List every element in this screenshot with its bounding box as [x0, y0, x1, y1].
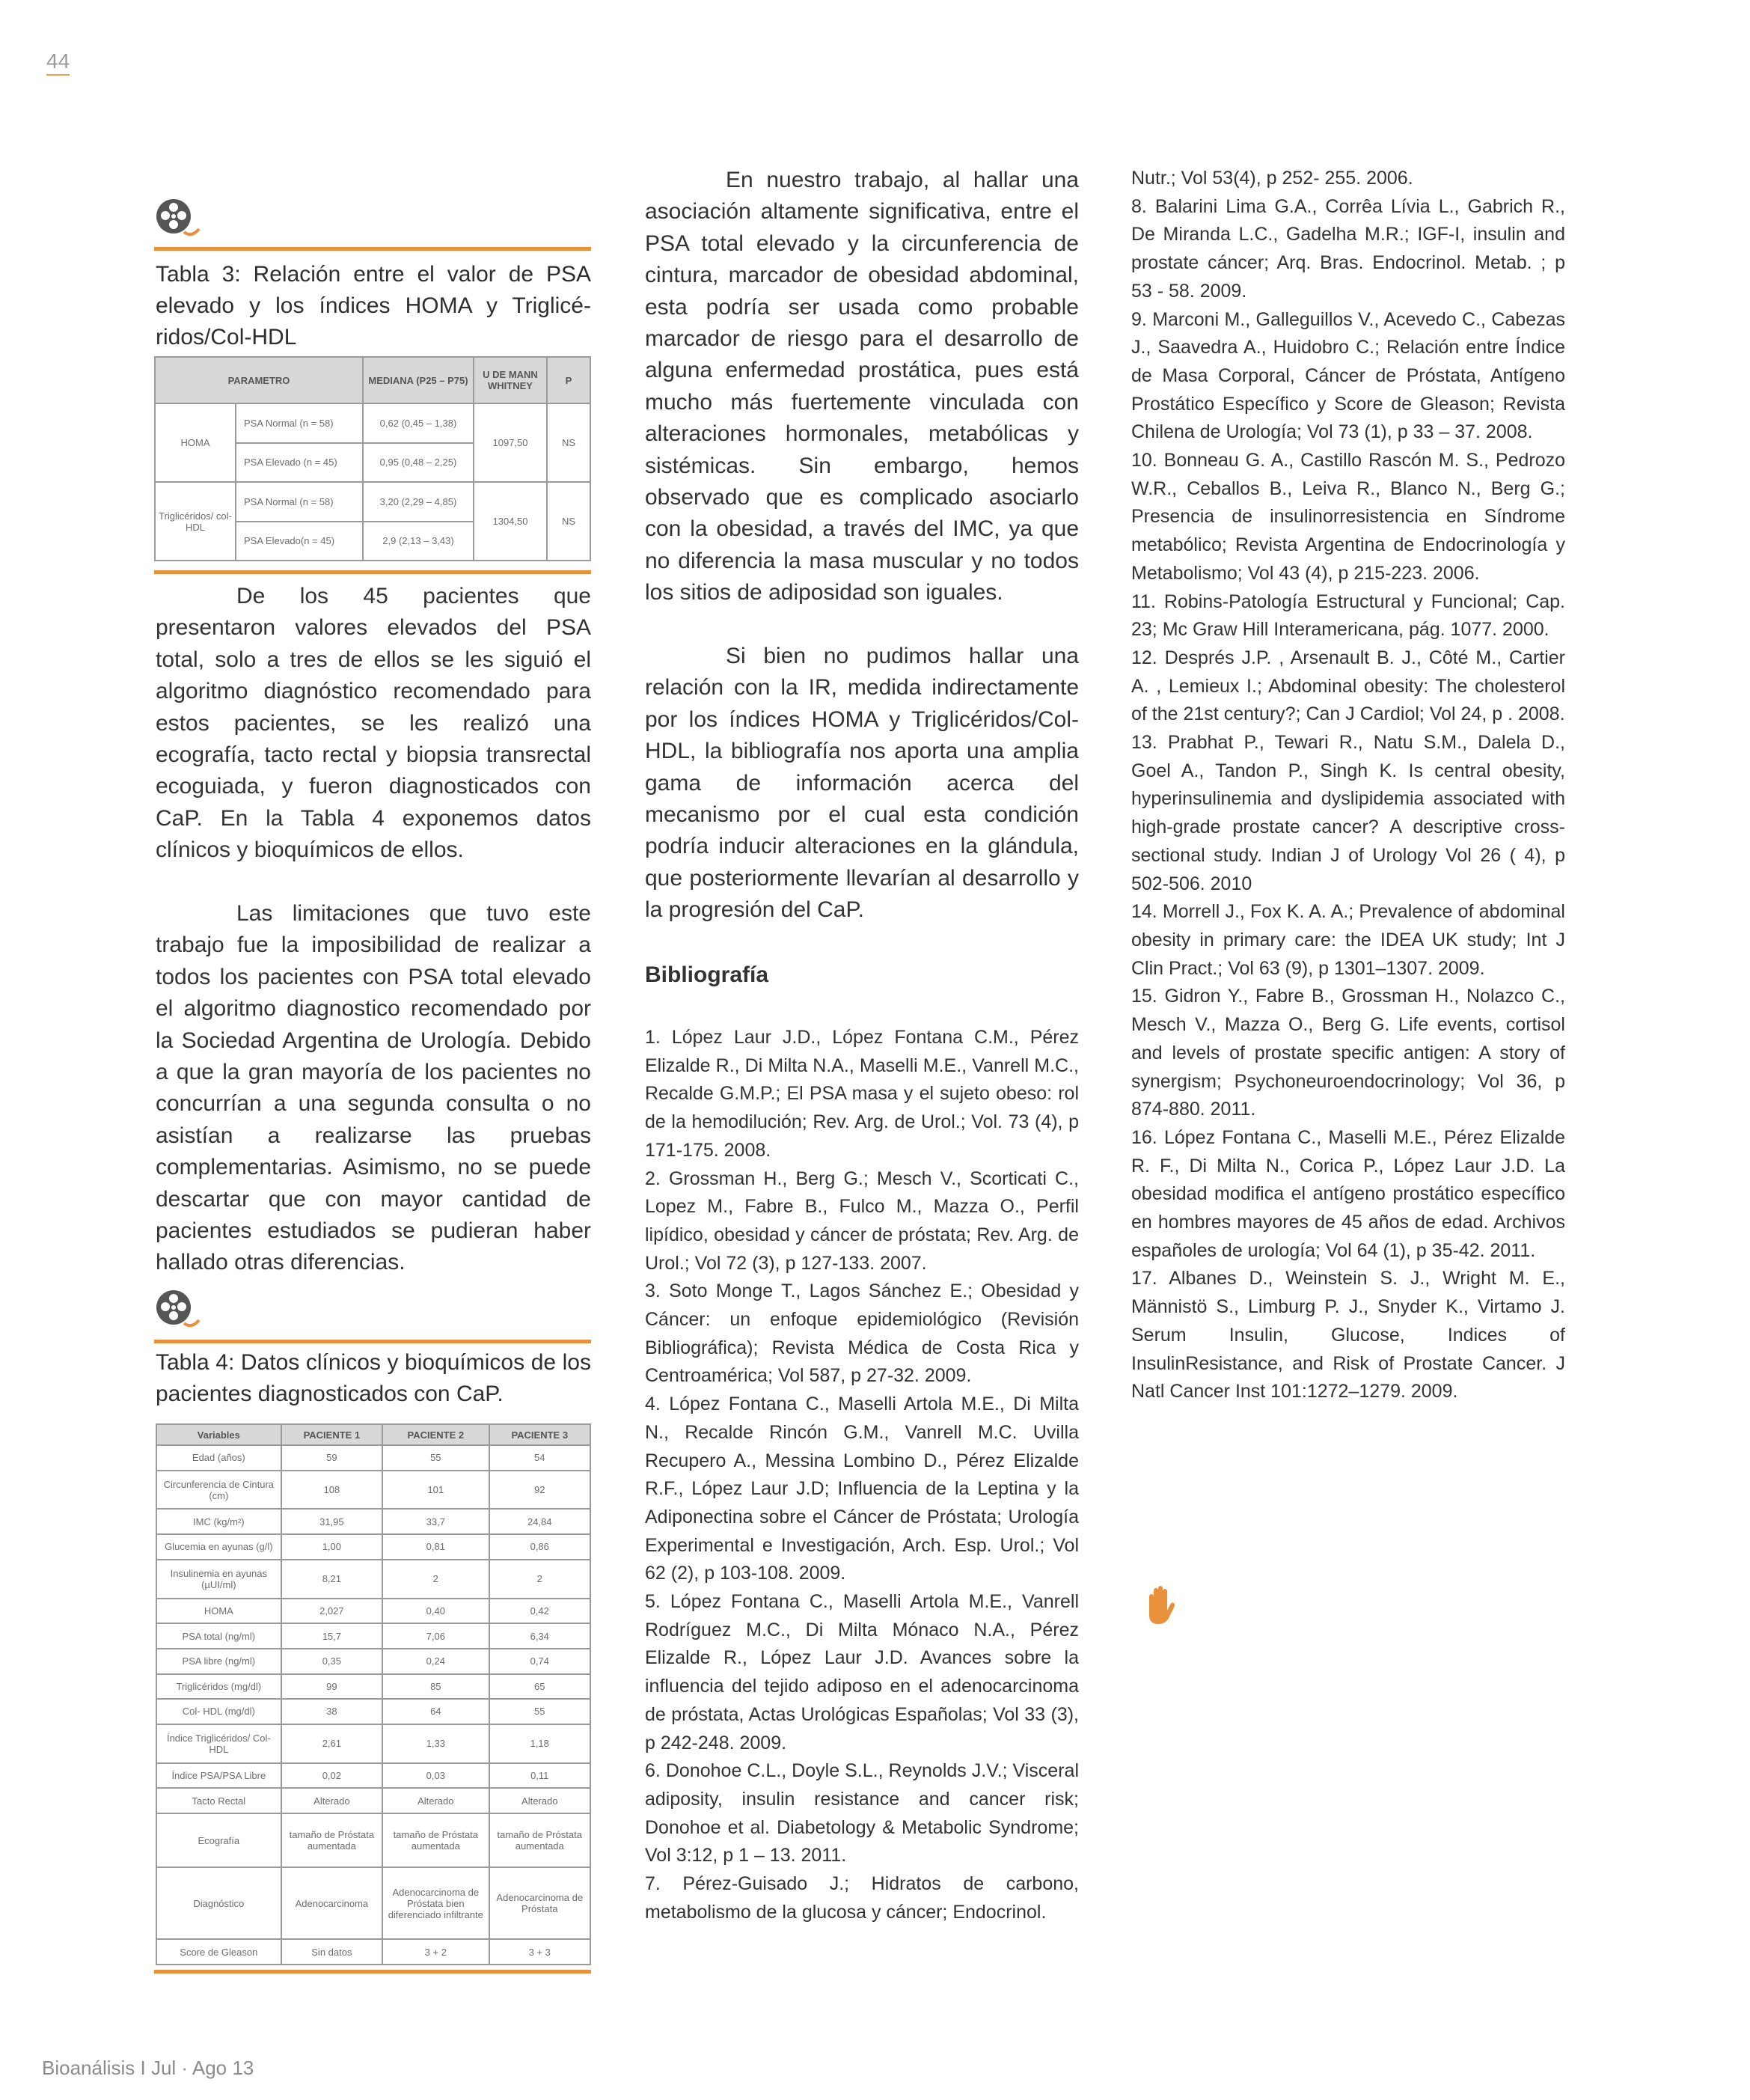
table4-cell: tamaño de Próstata aumentada [281, 1813, 382, 1868]
table4-variable: Score de Gleason [156, 1939, 281, 1965]
table4-cell: Alterado [281, 1788, 382, 1813]
table4-row [156, 1699, 590, 1724]
table4-variable: Ecografía [156, 1813, 281, 1868]
table4-variable: PSA libre (ng/ml) [156, 1649, 281, 1674]
table4-cell: 108 [281, 1471, 382, 1510]
table4-cell: Alterado [489, 1788, 591, 1813]
table4-header: PACIENTE 2 [382, 1424, 489, 1445]
table4-row [156, 1813, 590, 1868]
table4-cell: 38 [281, 1699, 382, 1724]
table4-cell: 64 [382, 1699, 489, 1724]
table4-cell: 65 [489, 1674, 591, 1700]
table4-cell: 59 [281, 1445, 382, 1471]
film-reel-icon [154, 196, 201, 239]
reference-item: 10. Bonneau G. A., Castillo Rascón M. S., Pedrozo W.R., Ceballos B., Leiva R., Blanco N., Berg G.; Presencia de insulinorresistencia en Síndrome metabólico; Revista Argentina de Endocrinología y Metabolismo; Vol 43 (4), p 215-223. 2006. [1131, 450, 1565, 584]
table4-row [156, 1560, 590, 1599]
table3-cell: PSA Normal (n = 58) [236, 403, 363, 443]
table4-header: PACIENTE 3 [489, 1424, 591, 1445]
table4-variable: Índice PSA/PSA Libre [156, 1763, 281, 1789]
table4-cell: 85 [382, 1674, 489, 1700]
table3-header: P [547, 357, 590, 403]
table4-row [156, 1867, 590, 1939]
table4-cell: 55 [382, 1445, 489, 1471]
reference-item: 13. Prabhat P., Tewari R., Natu S.M., Dalela D., Goel A., Tandon P., Singh K. Is central obesity, hyperinsulinemia and dyslipidemia associated with high-grade prostate cancer? A descriptive cross-sectional study. Indian J of Urology Vol 26 ( 4), p 502-506. 2010 [1131, 732, 1565, 894]
table4-caption: Tabla 4: Datos clínicos y bioquímicos de los pacientes diagnosticados con CaP. [156, 1350, 591, 1406]
reference-item: 3. Soto Monge T., Lagos Sánchez E.; Obesidad y Cáncer: un enfoque epidemiológico (Revisión Bibliográfica); Revista Médica de Costa Rica y Centroamérica; Vol 587, p 27-32. 2009. [645, 1281, 1079, 1387]
table3-cell: 1097,50 [474, 403, 547, 482]
reference-item: 15. Gidron Y., Fabre B., Grossman H., Nolazco C., Mesch V., Mazza O., Berg G. Life events, cortisol and levels of prostate specific antigen: A story of synergism; Psychoneuroendocrinology; Vol 36, p 874-880. 2011. [1131, 986, 1565, 1120]
table4-cell: 55 [489, 1699, 591, 1724]
table3-cell: NS [547, 482, 590, 561]
reference-item: 12. Després J.P. , Arsenault B. J., Côté M., Cartier A. , Lemieux I.; Abdominal obesity: The cholesterol of the 21st century?; Can J Cardiol; Vol 24, p . 2008. [1131, 647, 1565, 725]
body-paragraph [156, 581, 591, 867]
table4-variable: Insulinemia en ayunas (µUI/ml) [156, 1560, 281, 1599]
table3-header: U DE MANN WHITNEY [474, 357, 547, 403]
reference-list [645, 1024, 1079, 1927]
table4-row [156, 1509, 590, 1534]
table4-variable: Glucemia en ayunas (g/l) [156, 1534, 281, 1560]
table4-variable: Diagnóstico [156, 1867, 281, 1939]
table3-group: HOMA [155, 403, 236, 482]
table4-variable: Circunferencia de Cintura (cm) [156, 1471, 281, 1510]
table4-variable: Tacto Rectal [156, 1788, 281, 1813]
reference-item: 9. Marconi M., Galleguillos V., Acevedo C., Cabezas J., Saavedra A., Huidobro C.; Relación entre Índice de Masa Corporal, Cáncer de Próstata, Antígeno Prostático Específico y Score de Gleason; Revista Chilena de Urología; Vol 73 (1), p 33 – 37. 2008. [1131, 308, 1565, 443]
table3-header: PARAMETRO [155, 357, 363, 403]
table4-row [156, 1599, 590, 1624]
body-paragraph [156, 898, 591, 1279]
table4-cell: tamaño de Próstata aumentada [382, 1813, 489, 1868]
table4-cell: 0,24 [382, 1649, 489, 1674]
table4-cell: 0,35 [281, 1649, 382, 1674]
table4-variable: Triglicéridos (mg/dl) [156, 1674, 281, 1700]
table3-cell: PSA Normal (n = 58) [236, 482, 363, 522]
table4-cell: Adenocarcinoma de Próstata bien diferenciado infiltrante [382, 1867, 489, 1939]
table4-cell: 2,027 [281, 1599, 382, 1624]
table3-cell: PSA Elevado(n = 45) [236, 522, 363, 561]
bibliography-heading: Bibliografía [645, 962, 769, 987]
table3-group: Triglicéridos/ col-HDL [155, 482, 236, 561]
table4-cell: 31,95 [281, 1509, 382, 1534]
table4-row [156, 1939, 590, 1965]
paragraph-text: Las limitaciones que tuvo este trabajo fue la imposibilidad de realizar a todos los pacientes con PSA total elevado el algoritmo diagnostico recomendado por la Sociedad Argentina de Urología. Debido a que la gran mayoría de los pacientes no concurrían a una segunda consulta o no asistían a realizarse las pruebas complementarias. Asimismo, no se puede descartar que con mayor cantidad de pacientes estudiados se pudieran haber hallado otras diferencias. [156, 901, 591, 1275]
table4-cell: 0,03 [382, 1763, 489, 1789]
table3-cell: 1304,50 [474, 482, 547, 561]
section-rule [154, 247, 591, 251]
reference-list [1131, 165, 1565, 1406]
reference-item: 2. Grossman H., Berg G.; Mesch V., Scorticati C., Lopez M., Fabre B., Fulco M., Mazza O., Perfil lipídico, obesidad y cáncer de próstata; Rev. Arg. de Urol.; Vol 72 (3), p 127-133. 2007. [645, 1167, 1079, 1274]
reference-item: 7. Pérez-Guisado J.; Hidratos de carbono, metabolismo de la glucosa y cáncer; Endocrinol. [645, 1873, 1079, 1923]
table4-cell: 3 + 3 [489, 1939, 591, 1965]
table4-variable: Col- HDL (mg/dl) [156, 1699, 281, 1724]
reference-item: 16. López Fontana C., Maselli M.E., Pérez Elizalde R. F., Di Milta N., Corica P., López Laur J.D. La obesidad modifica el antígeno prostático específico en hombres mayores de 45 años de edad. Archivos españoles de urología; Vol 64 (1), p 35-42. 2011. [1131, 1126, 1565, 1261]
table3 [154, 356, 591, 561]
body-paragraph [645, 165, 1079, 609]
reference-item: 14. Morrell J., Fox K. A. A.; Prevalence of abdominal obesity in primary care: the IDEA UK study; Int J Clin Pract.; Vol 63 (9), p 1301–1307. 2009. [1131, 901, 1565, 979]
hand-icon [1143, 1585, 1176, 1626]
table4-cell: 1,18 [489, 1724, 591, 1763]
table4-cell: 1,33 [382, 1724, 489, 1763]
reference-item: 6. Donohoe C.L., Doyle S.L., Reynolds J.V.; Visceral adiposity, insulin resistance and cancer risk; Donohoe et al. Diabetology & Metabolic Syndrome; Vol 3:12, p 1 – 13. 2011. [645, 1760, 1079, 1867]
table4-variable: HOMA [156, 1599, 281, 1624]
table4-cell: Sin datos [281, 1939, 382, 1965]
paragraph-text: De los 45 pacientes que presentaron valores elevados del PSA total, solo a tres de ellos se les siguió el algoritmo diagnóstico recomendado para estos pacientes, se les realizó una ecografía, tacto rectal y biopsia transrectal ecoguiada, y fueron diagnosticados con CaP. En la Tabla 4 exponemos datos clínicos y bioquímicos de ellos. [156, 584, 591, 863]
table3-cell: 0,95 (0,48 – 2,25) [363, 443, 474, 483]
table4-cell: Adenocarcinoma de Próstata [489, 1867, 591, 1939]
section-rule [154, 1970, 591, 1974]
table4-variable: PSA total (ng/ml) [156, 1623, 281, 1649]
reference-item: 8. Balarini Lima G.A., Corrêa Lívia L., Gabrich R., De Miranda L.C., Gadelha M.R.; IGF-I, insulin and prostate cáncer; Arq. Bras. Endocrinol. Metab. ; p 53 - 58. 2009. [1131, 195, 1565, 302]
table4-cell: 92 [489, 1471, 591, 1510]
table4-cell: 0,86 [489, 1534, 591, 1560]
table4-cell: 6,34 [489, 1623, 591, 1649]
table3-caption: Tabla 3: Relación entre el valor de PSA elevado y los índices HOMA y Triglicé-ridos/Col-HDL [156, 262, 591, 350]
table4-cell: 15,7 [281, 1623, 382, 1649]
table3-cell: 2,9 (2,13 – 3,43) [363, 522, 474, 561]
table4-row [156, 1445, 590, 1471]
table4-cell: 0,11 [489, 1763, 591, 1789]
table4-row [156, 1724, 590, 1763]
table4-cell: 0,81 [382, 1534, 489, 1560]
table4-header: PACIENTE 1 [281, 1424, 382, 1445]
table4-cell: 24,84 [489, 1509, 591, 1534]
reference-item: 17. Albanes D., Weinstein S. J., Wright M. E., Männistö S., Limburg P. J., Snyder K., Virtamo J. Serum Insulin, Glucose, Indices of InsulinResistance, and Risk of Prostate Cancer. J Natl Cancer Inst 101:1272–1279. 2009. [1131, 1268, 1565, 1402]
table4-cell: 0,74 [489, 1649, 591, 1674]
table4-cell: 54 [489, 1445, 591, 1471]
paragraph-text: Si bien no pudimos hallar una relación con la IR, medida indirectamente por los índices HOMA y Triglicéridos/Col-HDL, la bibliografía nos aporta una amplia gama de información acerca del mecanismo por el cual esta condición podría inducir alteraciones en la glándula, que posteriormente llevarían al desarrollo y la progresión del CaP. [645, 644, 1079, 923]
table4-row [156, 1788, 590, 1813]
table4-cell: 8,21 [281, 1560, 382, 1599]
table3-cell: NS [547, 403, 590, 482]
body-paragraph [645, 641, 1079, 927]
paragraph-text: En nuestro trabajo, al hallar una asociación altamente significativa, entre el PSA total elevado y la circunferencia de cintura, marcador de obesidad abdominal, esta podría ser usada como probable marcador de riesgo para el desarrollo de alguna enfermedad prostática, pues está mucho más fuertemente vinculada con alteraciones hormonales, metabólicas y sistémicas. Sin embargo, hemos observado que es complicado asociarlo con la obesidad, a través del IMC, ya que no diferencia la masa muscular y no todos los sitios de adiposidad son iguales. [645, 168, 1079, 605]
table4-variable: Índice Triglicéridos/ Col-HDL [156, 1724, 281, 1763]
table4-row [156, 1649, 590, 1674]
table4-cell: Alterado [382, 1788, 489, 1813]
table3-cell: 3,20 (2,29 – 4,85) [363, 482, 474, 522]
table4-cell: 0,42 [489, 1599, 591, 1624]
reference-item: Nutr.; Vol 53(4), p 252- 255. 2006. [1131, 168, 1413, 189]
reference-item: 5. López Fontana C., Maselli Artola M.E., Vanrell Rodríguez M.C., Di Milta Mónaco N.A., Pérez Elizalde R., López Laur J.D. Avances sobre la influencia del tejido adiposo en el adenocarcinoma de próstata, Actas Urológicas Españolas; Vol 33 (3), p 242-248. 2009. [645, 1591, 1079, 1753]
table4-cell: 33,7 [382, 1509, 489, 1534]
section-rule [154, 1340, 591, 1343]
table4-row [156, 1674, 590, 1700]
table3-cell: 0,62 (0,45 – 1,38) [363, 403, 474, 443]
table4-cell: tamaño de Próstata aumentada [489, 1813, 591, 1868]
table3-header: MEDIANA (P25 – P75) [363, 357, 474, 403]
table4-cell: 3 + 2 [382, 1939, 489, 1965]
table4-cell: 0,40 [382, 1599, 489, 1624]
page-number: 44 [46, 49, 70, 76]
table4-cell: Adenocarcinoma [281, 1867, 382, 1939]
table3-cell: PSA Elevado (n = 45) [236, 443, 363, 483]
table4-cell: 99 [281, 1674, 382, 1700]
table4-variable: IMC (kg/m²) [156, 1509, 281, 1534]
table4-cell: 1,00 [281, 1534, 382, 1560]
reference-item: 1. López Laur J.D., López Fontana C.M., Pérez Elizalde R., Di Milta N.A., Maselli M.E., Vanrell M.C., Recalde G.M.P.; El PSA masa y el sujeto obeso: rol de la hemodilución; Rev. Arg. de Urol.; Vol. 73 (4), p 171-175. 2008. [645, 1027, 1079, 1161]
reference-item: 4. López Fontana C., Maselli Artola M.E., Di Milta N., Recalde Rincón G.M., Vanrell M.C. Uvilla Recupero A., Messina Lombino D., Pérez Elizalde R.F., López Laur J.D; Influencia de la Leptina y la Adiponectina sobre el Cáncer de Próstata; Urología Experimental e Investigación, Arch. Esp. Urol.; Vol 62 (2), p 103-108. 2009. [645, 1394, 1079, 1584]
table4-header: Variables [156, 1424, 281, 1445]
section-rule [154, 570, 591, 574]
table4-variable: Edad (años) [156, 1445, 281, 1471]
table4-row [156, 1534, 590, 1560]
table4-cell: 0,02 [281, 1763, 382, 1789]
table4-row [156, 1471, 590, 1510]
page-footer: Bioanálisis I Jul · Ago 13 [42, 2057, 254, 2079]
table4-row [156, 1623, 590, 1649]
table4-cell: 2,61 [281, 1724, 382, 1763]
table4-row [156, 1763, 590, 1789]
table4-cell: 7,06 [382, 1623, 489, 1649]
table4-cell: 2 [382, 1560, 489, 1599]
table4-cell: 101 [382, 1471, 489, 1510]
reference-item: 11. Robins-Patología Estructural y Funcional; Cap. 23; Mc Graw Hill Interamericana, pág. 1077. 2000. [1131, 590, 1565, 641]
table4-cell: 2 [489, 1560, 591, 1599]
table4 [156, 1423, 591, 1965]
film-reel-icon [154, 1287, 201, 1331]
